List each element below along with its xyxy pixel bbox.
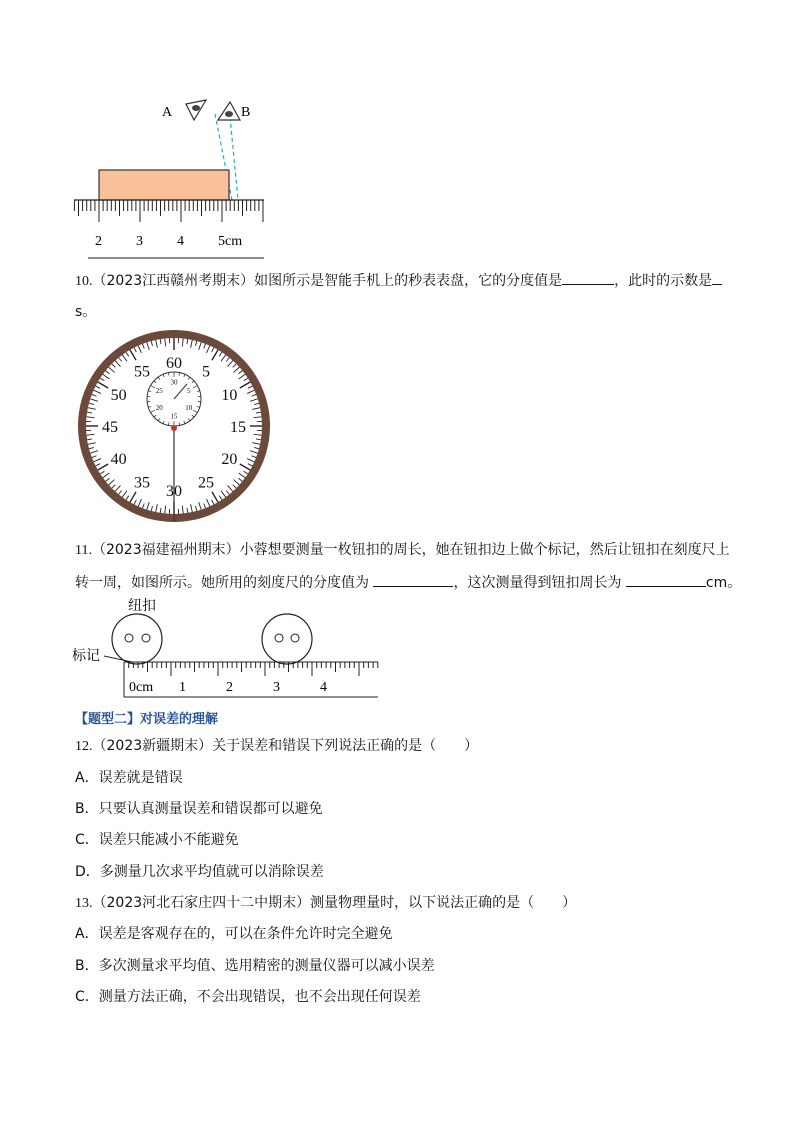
button-left [112,614,162,664]
answer-blank[interactable] [712,272,722,285]
question-text: 如图所示是智能手机上的秒表表盘，它的分度值是 [254,273,563,289]
stopwatch-outer-label: 15 [230,419,246,436]
button-label: 纽扣 [128,599,156,614]
stopwatch-outer-label: 5 [202,363,210,381]
question-11-line2 [75,574,742,591]
question-number: 11. [75,543,92,558]
option-a[interactable]: A．误差是客观存在的，可以在条件允许时完全避免 [75,926,393,942]
stopwatch-outer-label: 45 [102,419,118,436]
option-a[interactable]: A．误差就是错误 [75,770,183,786]
question-text: cm。 [705,575,742,591]
stopwatch-inner-label: 15 [170,412,178,421]
label-b: B [241,105,251,120]
question-text: ，这次测量得到钮扣周长为 [453,575,622,591]
question-source: （2023河北石家庄四十二中期末） [92,895,311,911]
eye-a-icon [186,100,206,120]
option-c[interactable]: C．测量方法正确，不会出现错误，也不会出现任何误差 [75,989,421,1005]
mark-label: 标记 [72,649,100,664]
stopwatch-outer-label: 50 [110,387,127,404]
stopwatch-outer-label: 30 [166,483,182,500]
ruler-tick-label: 3 [273,680,280,695]
ruler-ticks [74,200,263,222]
question-text: 转一周，如图所示。她所用的刻度尺的分度值为 [75,575,369,591]
stopwatch-outer-label: 20 [221,451,238,468]
stopwatch-inner-label: 10 [185,404,193,412]
stopwatch-inner-label: 30 [170,378,178,387]
button-right [262,614,312,664]
ruler-tick-label: 4 [177,234,184,249]
option-d[interactable]: D．多测量几次求平均值就可以消除误差 [75,864,324,880]
button-ruler-figure [68,594,388,700]
ruler-ticks [124,662,378,676]
ruler-block-figure [68,92,278,262]
question-text: s。 [75,304,97,320]
measured-block [99,170,229,200]
stopwatch-outer-label: 40 [110,451,127,468]
stopwatch-inner-label: 5 [186,387,191,395]
question-number: 12. [75,739,93,754]
stopwatch-inner-label: 25 [155,387,163,395]
question-10-line2 [75,304,725,320]
ruler-tick-label: 1 [179,680,186,695]
question-text: 关于误差和错误下列说法正确的是（ ） [212,738,479,754]
stopwatch-outer-label: 10 [221,387,238,404]
stopwatch-outer-label: 25 [198,474,214,492]
ruler-tick-label: 2 [226,680,233,695]
option-c[interactable]: C．误差只能减小不能避免 [75,832,239,848]
option-b[interactable]: B．只要认真测量误差和错误都可以避免 [75,801,323,817]
question-source: （2023江西赣州考期末） [92,273,255,289]
question-13 [75,895,725,912]
question-12 [75,738,725,755]
stopwatch-figure [74,326,274,526]
eye-b-icon [218,102,240,120]
ruler-tick-label: 2 [95,234,102,249]
answer-blank[interactable] [626,574,706,587]
question-10 [75,272,725,290]
stopwatch-outer-label: 60 [166,355,182,372]
question-source: （2023新疆期末） [92,738,213,754]
stopwatch-inner-label: 20 [155,404,163,412]
question-number: 13. [75,896,93,911]
section-title: 【题型二】对误差的理解 [75,712,219,727]
stopwatch-outer-label: 35 [134,474,150,492]
question-number: 10. [75,274,93,289]
label-a: A [162,105,173,120]
ruler-tick-label: 5cm [218,234,243,249]
stopwatch-outer-label: 55 [134,363,150,381]
question-text: ，此时的示数是 [614,273,713,289]
question-11 [75,542,730,559]
question-text: 小蓉想要测量一枚钮扣的周长，她在钮扣边上做个标记，然后让钮扣在刻度尺上 [239,542,730,558]
question-text: 测量物理量时，以下说法正确的是（ ） [310,895,577,911]
ruler-tick-label: 3 [136,234,143,249]
answer-blank[interactable] [562,272,614,285]
answer-blank[interactable] [373,574,453,587]
question-source: （2023福建福州期末） [91,542,240,558]
ruler-tick-label: 0cm [129,680,154,695]
ruler-tick-label: 4 [320,680,327,695]
option-b[interactable]: B．多次测量求平均值、选用精密的测量仪器可以减小误差 [75,958,435,974]
